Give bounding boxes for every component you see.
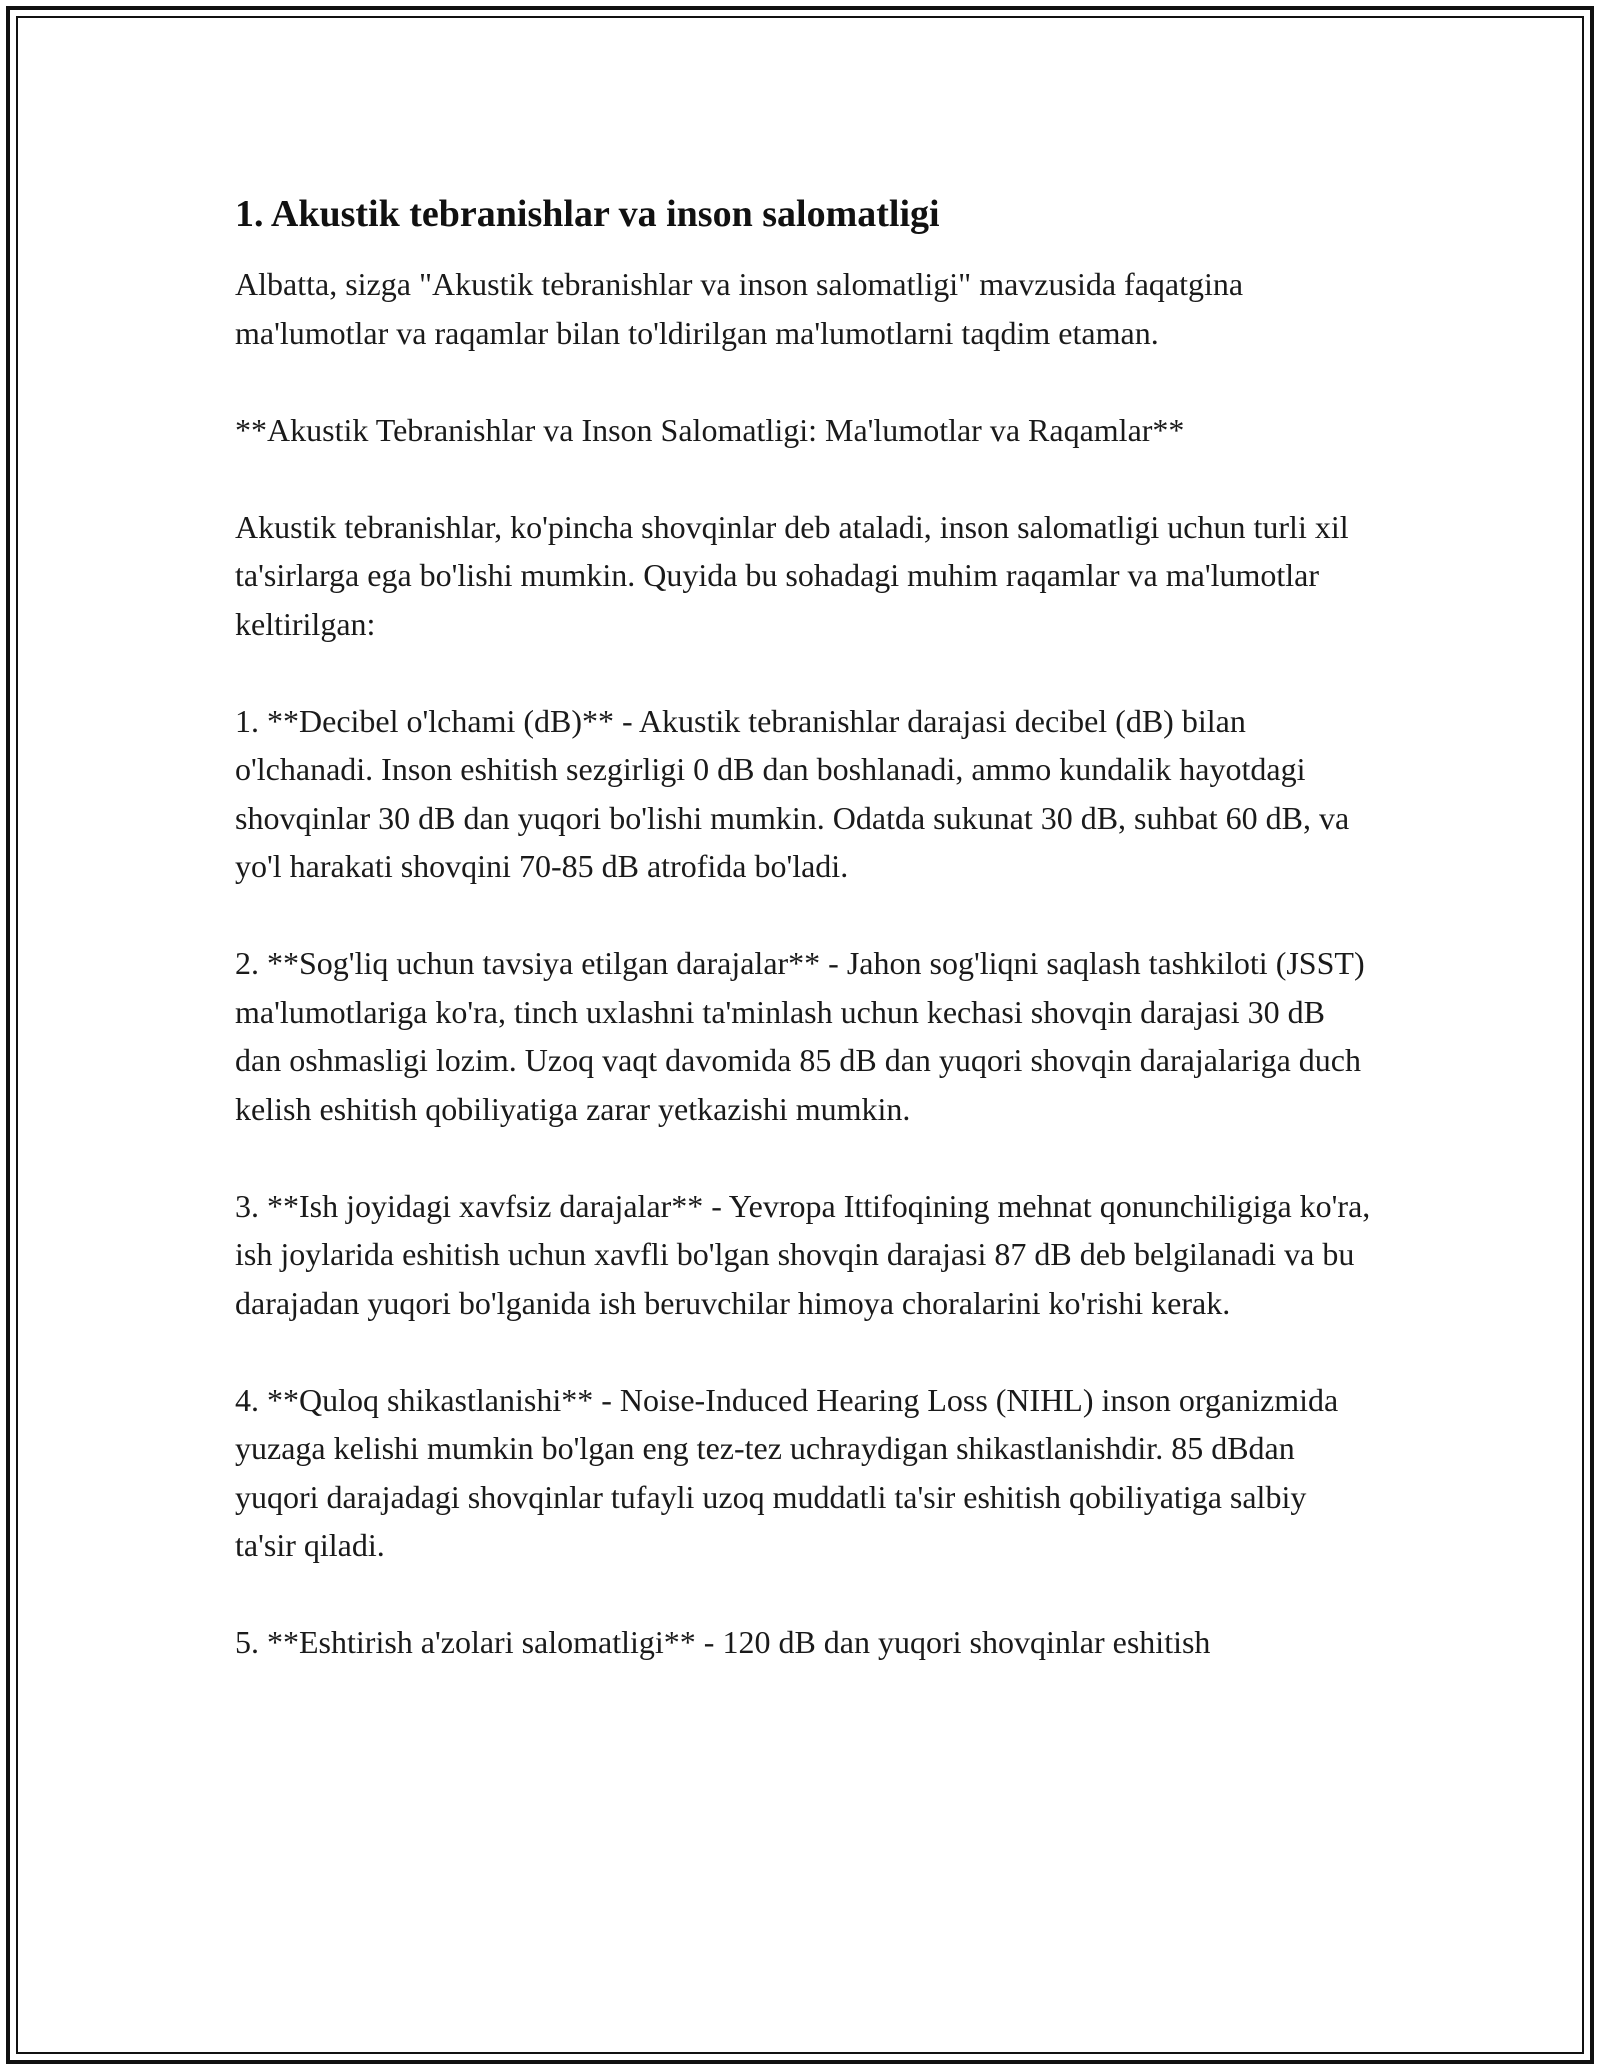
list-item-workplace-levels: 3. **Ish joyidagi xavfsiz darajalar** - Yevropa Ittifoqining mehnat qonunchiligiga ko'ra, ish joylarida eshitish uchun xavfli bo'lgan shovqin darajasi 87 dB deb belgilanadi va bu darajadan yuqori bo'lganida ish beruvchilar himoya choralarini ko'rishi kerak. <box>235 1187 1371 1321</box>
paragraph-subtitle: **Akustik Tebranishlar va Inson Salomatligi: Ma'lumotlar va Raqamlar** <box>235 411 1185 448</box>
paragraph-intro: Albatta, sizga "Akustik tebranishlar va inson salomatligi" mavzusida faqatgina ma'lumotlar va raqamlar bilan to'ldirilgan ma'lumotlarni taqdim etaman. <box>235 266 1244 351</box>
list-item-ear-injury: 4. **Quloq shikastlanishi** - Noise-Induced Hearing Loss (NIHL) inson organizmida yuzaga kelishi mumkin bo'lgan eng tez-tez uchraydigan shikastlanishdir. 85 dBdan yuqori darajadagi shovqinlar tufayli uzoq muddatli ta'sir eshitish qobiliyatiga salbiy ta'sir qiladi. <box>235 1381 1339 1563</box>
list-item-health-levels: 2. **Sog'liq uchun tavsiya etilgan darajalar** - Jahon sog'liqni saqlash tashkiloti (JSST) ma'lumotlariga ko'ra, tinch uxlashni ta'minlash uchun kechasi shovqin darajasi 30 dB dan oshmasligi lozim. Uzoq vaqt davomida 85 dB dan yuqori shovqin darajalariga duch kelish eshitish qobiliyatiga zarar yetkazishi mumkin. <box>235 945 1365 1127</box>
list-item-decibel: 1. **Decibel o'lchami (dB)** - Akustik tebranishlar darajasi decibel (dB) bilan o'lchanadi. Inson eshitish sezgirligi 0 dB dan boshlanadi, ammo kundalik hayotdagi shovqinlar 30 dB dan yuqori bo'lishi mumkin. Odatda sukunat 30 dB, suhbat 60 dB, va yo'l harakati shovqini 70-85 dB atrofida bo'ladi. <box>235 702 1350 884</box>
paragraph-overview: Akustik tebranishlar, ko'pincha shovqinlar deb ataladi, inson salomatligi uchun turli xil ta'sirlarga ega bo'lishi mumkin. Quyida bu sohadagi muhim raqamlar va ma'lumotlar keltirilgan: <box>235 508 1349 642</box>
document-body <box>235 186 1375 1715</box>
document-title: 1. Akustik tebranishlar va inson salomatligi <box>235 193 940 235</box>
list-item-hearing-organs: 5. **Eshtirish a'zolari salomatligi** - 120 dB dan yuqori shovqinlar eshitish <box>235 1624 1211 1660</box>
